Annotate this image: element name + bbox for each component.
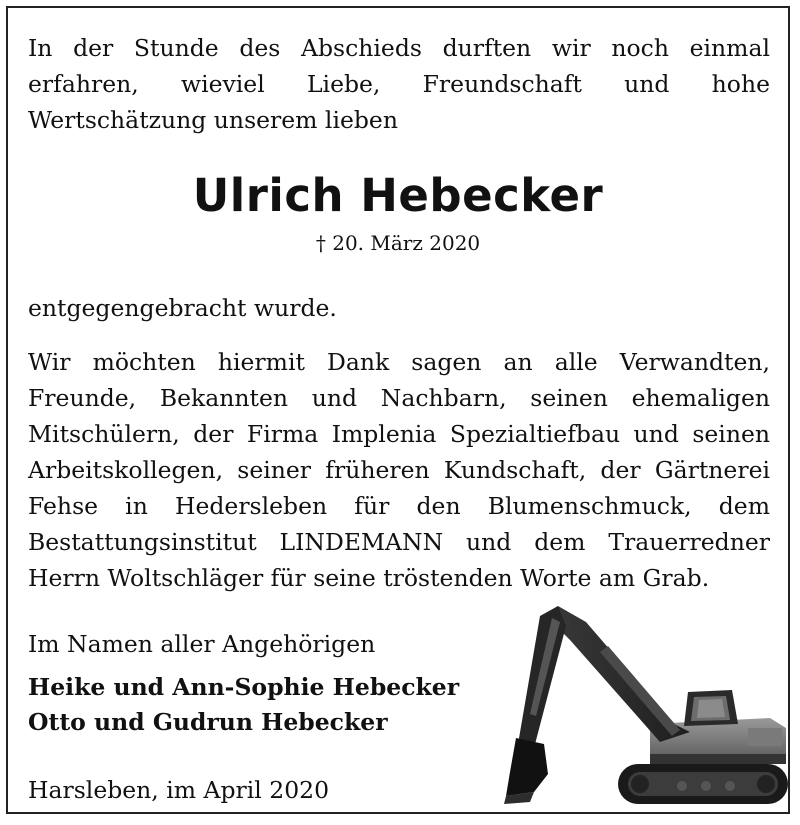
obituary-card: [6, 6, 790, 814]
deceased-name: Ulrich Hebecker: [192, 169, 604, 222]
thanks-text: Wir möchten hiermit Dank sagen an alle Verwandten, Freunde, Bekannten und Nachbarn, seinen ehemaligen Mitschülern, der Firma Implenia Spezialtiefbau und seinen Arbeitskollegen, seiner früheren Kundschaft, der Gärtnerei Fehse in Hedersleben für den Blumenschmuck, dem Bestattungsinstitut LINDEMANN und dem Trauerredner Herrn Woltschläger für seine tröstenden Worte am Grab.: [28, 348, 770, 592]
closing-text: Im Namen aller Angehörigen: [28, 630, 376, 658]
death-date: † 20. März 2020: [315, 231, 481, 255]
intro-text: In der Stunde des Abschieds durften wir noch einmal erfahren, wieviel Liebe, Freundschaft und hohe Wertschätzung unserem lieben: [28, 34, 770, 134]
family-line: Heike und Ann-Sophie Hebecker: [28, 673, 460, 701]
family-line: Otto und Gudrun Hebecker: [28, 708, 388, 736]
place-date: Harsleben, im April 2020: [28, 776, 330, 804]
family-names: [28, 670, 459, 740]
excavator-icon: [500, 596, 792, 814]
after-name-text: entgegengebracht wurde.: [28, 294, 337, 322]
